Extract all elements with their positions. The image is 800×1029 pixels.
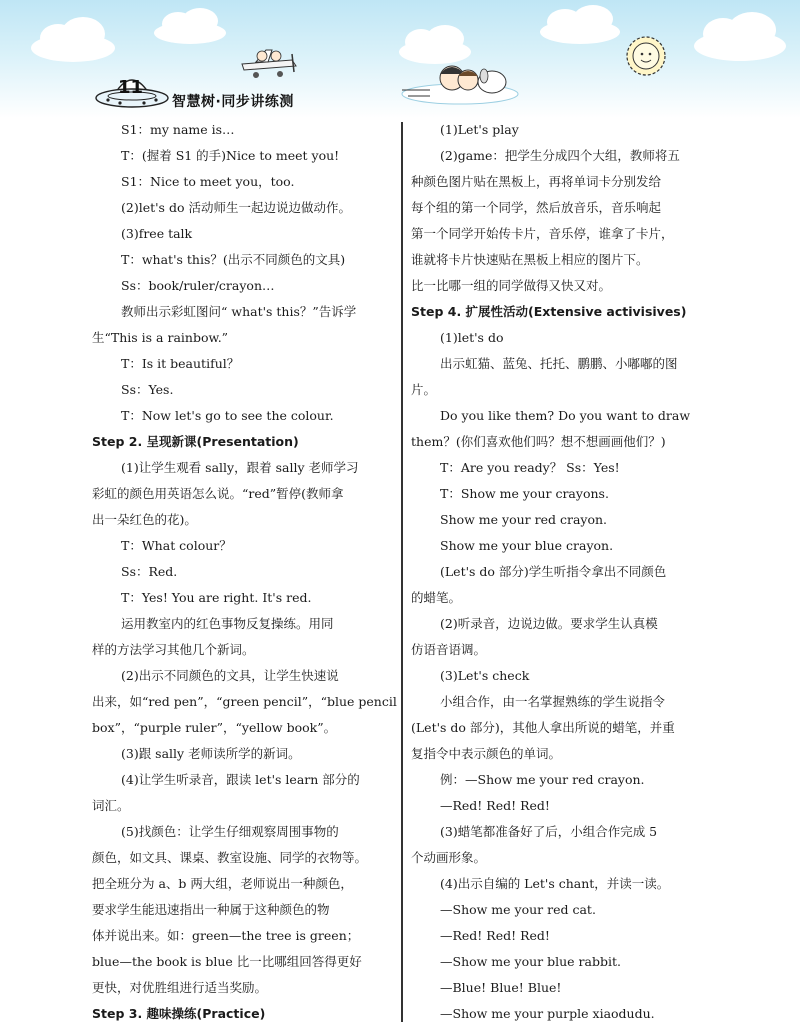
text-line: 种颜色图片贴在黑板上，再将单词卡分别发给 (411, 174, 662, 189)
text-line: (2)听录音，边说边做。要求学生认真模 (440, 616, 658, 631)
text-line: (4)让学生听录音，跟读 let's learn 部分的 (121, 772, 360, 787)
text-line: (1)let's do (440, 330, 504, 345)
text-line: (1)让学生观看 sally，跟着 sally 老师学习 (121, 460, 359, 475)
text-line: (2)出示不同颜色的文具，让学生快速说 (121, 668, 339, 683)
text-line: 例：—Show me your red crayon. (440, 772, 645, 787)
text-line: Show me your red crayon. (440, 512, 608, 527)
series-title: 智慧树·同步讲练测 (172, 94, 294, 110)
text-line: Ss：book/ruler/crayon… (121, 278, 275, 293)
text-line: 样的方法学习其他几个新词。 (92, 642, 255, 657)
text-line: T：What colour？ (121, 538, 232, 553)
text-line: (3)蜡笔都准备好了后，小组合作完成 5 (440, 824, 658, 839)
text-line: —Show me your red cat. (440, 902, 596, 917)
text-line: (Let's do 部分)，其他人拿出所说的蜡笔，并重 (411, 720, 675, 735)
cloud-icon (150, 6, 230, 46)
text-line: S1：my name is… (121, 122, 235, 137)
text-line: T：what's this？(出示不同颜色的文具) (121, 252, 346, 267)
text-line: T：Show me your crayons. (440, 486, 609, 501)
text-line: —Red! Red! Red! (440, 928, 550, 943)
text-line: (3)free talk (121, 226, 193, 241)
text-line: (3)Let's check (440, 668, 530, 683)
text-line: 仿语音语调。 (411, 642, 487, 657)
text-line: 个动画形象。 (411, 850, 487, 865)
text-line: T：Yes! You are right. It's red. (121, 590, 312, 605)
sun-icon (624, 34, 668, 78)
text-line: (3)跟 sally 老师读所学的新词。 (121, 746, 301, 761)
text-line: 生“This is a rainbow.” (92, 330, 229, 345)
text-line: 教师出示彩虹图问“ what's this？”告诉学 (121, 304, 357, 319)
section-heading: Step 2. 呈现新课(Presentation) (92, 434, 299, 449)
text-line: 词汇。 (92, 798, 130, 813)
text-line: 片。 (411, 382, 437, 397)
text-line: Show me your blue crayon. (440, 538, 614, 553)
text-line: T：Now let's go to see the colour. (121, 408, 334, 423)
text-line: 每个组的第一个同学，然后放音乐，音乐响起 (411, 200, 662, 215)
text-line: 出一朵红色的花)。 (92, 512, 197, 527)
left-column (92, 117, 397, 1027)
text-line: 彩虹的颜色用英语怎么说。“red”暂停(教师拿 (92, 486, 344, 501)
text-line: (1)Let's play (440, 122, 519, 137)
airplane-icon (236, 42, 300, 82)
text-line: 运用教室内的红色事物反复操练。用同 (121, 616, 334, 631)
text-line: (2)game：把学生分成四个大组，教师将五 (440, 148, 680, 163)
text-line: 小组合作，由一名掌握熟练的学生说指令 (440, 694, 666, 709)
text-line: —Show me your blue rabbit. (440, 954, 621, 969)
text-line: Ss：Red. (121, 564, 178, 579)
text-line: Do you like them? Do you want to draw (440, 408, 691, 423)
section-heading: Step 3. 趣味操练(Practice) (92, 1006, 266, 1021)
text-line: box”，“purple ruler”，“yellow book”。 (92, 720, 337, 735)
text-line: 更快，对优胜组进行适当奖励。 (92, 980, 268, 995)
text-line: 体并说出来。如：green—the tree is green； (92, 928, 360, 943)
text-line: 颜色，如文具、课桌、教室设施、同学的衣物等。 (92, 850, 368, 865)
text-line: T：Is it beautiful？ (121, 356, 240, 371)
text-line: blue—the book is blue 比一比哪组回答得更好 (92, 954, 362, 969)
text-line: (4)出示自编的 Let's chant，并读一读。 (440, 876, 670, 891)
text-line: 谁就将卡片快速贴在黑板上相应的图片下。 (411, 252, 649, 267)
text-line: 复指令中表示颜色的单词。 (411, 746, 562, 761)
text-line: T：(握着 S1 的手)Nice to meet you! (121, 148, 340, 163)
text-line: 比一比哪一组的同学做得又快又对。 (411, 278, 612, 293)
page-number: 11 (118, 77, 144, 98)
text-line: S1：Nice to meet you，too. (121, 174, 295, 189)
cloud-icon (535, 2, 625, 46)
text-line: 要求学生能迅速指出一种属于这种颜色的物 (92, 902, 330, 917)
text-line: 把全班分为 a、b 两大组，老师说出一种颜色， (92, 876, 353, 891)
text-line: —Blue! Blue! Blue! (440, 980, 562, 995)
text-line: (2)let's do 活动师生一起边说边做动作。 (121, 200, 351, 215)
page-header (0, 0, 800, 118)
column-divider (401, 122, 403, 1022)
cloud-icon (28, 14, 118, 64)
children-illustration (400, 56, 520, 106)
right-column (411, 117, 711, 1027)
text-line: 第一个同学开始传卡片，音乐停，谁拿了卡片， (411, 226, 674, 241)
text-line: (Let's do 部分)学生听指令拿出不同颜色 (440, 564, 667, 579)
text-line: 出示虹猫、蓝兔、托托、鹏鹏、小嘟嘟的图 (440, 356, 678, 371)
text-line: (5)找颜色：让学生仔细观察周围事物的 (121, 824, 339, 839)
text-line: Ss：Yes. (121, 382, 174, 397)
cloud-icon (690, 8, 790, 64)
text-line: —Show me your purple xiaodudu. (440, 1006, 655, 1021)
text-line: 的蜡笔。 (411, 590, 462, 605)
text-line: them？(你们喜欢他们吗？想不想画画他们？) (411, 434, 666, 449)
text-line: —Red! Red! Red! (440, 798, 550, 813)
section-heading: Step 4. 扩展性活动(Extensive activisives) (411, 304, 687, 319)
text-line: 出来，如“red pen”，“green pencil”，“blue pencil (92, 694, 397, 709)
text-line: T：Are you ready？ Ss：Yes! (440, 460, 620, 475)
